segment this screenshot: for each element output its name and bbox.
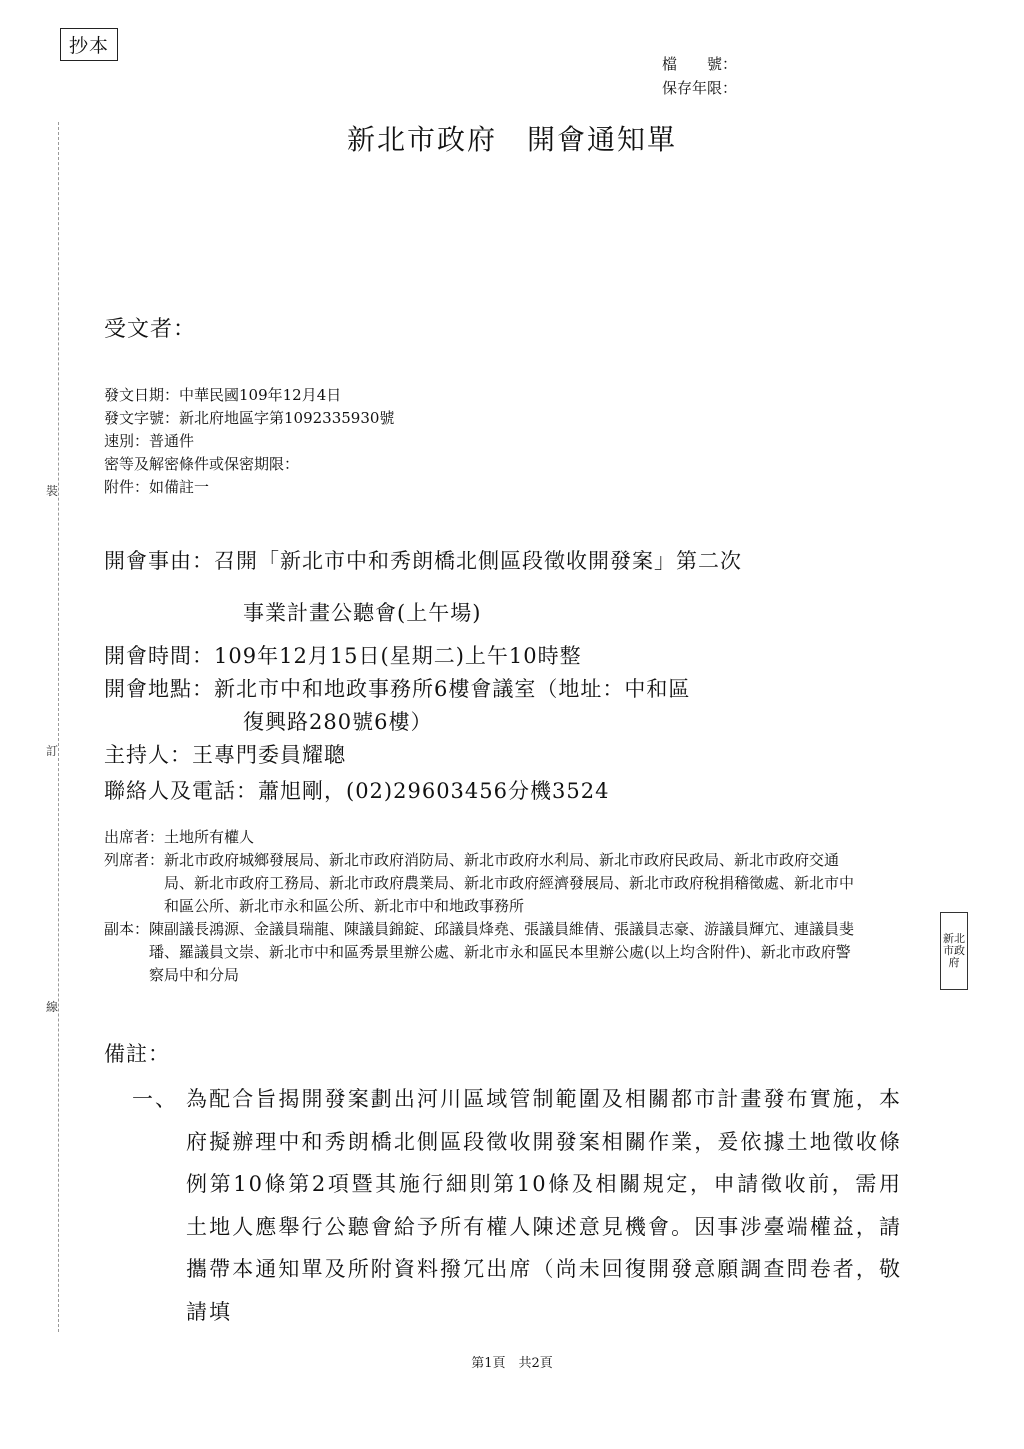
file-info [662, 52, 737, 100]
present-value: 土地所有權人 [164, 828, 255, 846]
meeting-place-line2: 復興路280號6樓） [243, 710, 433, 734]
delivery-speed: 速別：普通件 [104, 432, 195, 450]
meeting-subject-line1: 召開「新北市中和秀朗橋北側區段徵收開發案」第二次 [214, 549, 742, 573]
binding-mark-zhuang: 裝 [46, 484, 59, 498]
document-number: 發文字號：新北府地區字第1092335930號 [104, 409, 395, 427]
meeting-time-label: 開會時間： [104, 644, 214, 668]
issue-date: 發文日期：中華民國109年12月4日 [104, 386, 342, 404]
observers-label: 列席者： [104, 851, 165, 869]
remark-item-1 [132, 1078, 912, 1333]
meeting-place-line1: 新北市中和地政事務所6樓會議室（地址：中和區 [214, 677, 691, 701]
binding-mark-ding: 訂 [46, 744, 59, 758]
meeting-place-label: 開會地點： [104, 677, 214, 701]
remark-item-1-text: 為配合旨揭開發案劃出河川區域管制範圍及相關都市計畫發布實施，本府擬辦理中和秀朗橋北側區段徵收開發案相關作業，爰依據土地徵收條例第10條第2項暨其施行細則第10條及相關規定，申請徵收前，需用土地人應舉行公聽會給予所有權人陳述意見機會。因事涉臺端權益，請攜帶本通知單及所附資料撥冗出席（尚未回復開發意願調查問卷者，敬請填 [186, 1087, 902, 1324]
document-meta [104, 384, 394, 499]
binding-margin-line [58, 122, 59, 1332]
document-title: 新北市政府 開會通知單 [346, 123, 677, 156]
cc-label: 副本： [104, 920, 150, 938]
meeting-time [104, 640, 582, 670]
attachment-note: 附件：如備註一 [104, 478, 210, 496]
remarks-heading: 備註： [104, 1042, 170, 1066]
official-seal [940, 912, 968, 990]
file-number-label: 檔 號： [662, 55, 738, 73]
meeting-time-value: 109年12月15日(星期二)上午10時整 [214, 644, 582, 668]
retention-period-label: 保存年限： [662, 79, 738, 97]
remark-item-1-number: 一、 [132, 1087, 178, 1111]
observers-value: 新北市政府城鄉發展局、新北市政府消防局、新北市政府水利局、新北市政府民政局、新北市政府交通局、新北市政府工務局、新北市政府農業局、新北市政府經濟發展局、新北市政府稅捐稽徵處、新北市中和區公所、新北市永和區公所、新北市中和地政事務所 [164, 851, 855, 915]
seal-text: 新北市政府 [943, 932, 965, 969]
secrecy-level: 密等及解密條件或保密期限： [104, 455, 300, 473]
meeting-host: 主持人：王專門委員耀聰 [104, 743, 346, 767]
attendees-block [104, 826, 864, 987]
meeting-contact: 聯絡人及電話：蕭旭剛，(02)29603456分機3524 [104, 779, 610, 803]
present-label: 出席者： [104, 828, 165, 846]
page-footer: 第1頁 共2頁 [471, 1356, 553, 1371]
cc-value: 陳副議長鴻源、金議員瑞龍、陳議員錦錠、邱議員烽堯、張議員維倩、張議員志豪、游議員輝宂、連議員斐璠、羅議員文崇、新北市中和區秀景里辦公處、新北市永和區民本里辦公處(以上均含附件)、新北市政府警察局中和分局 [149, 920, 855, 984]
meeting-subject-line2: 事業計畫公聽會(上午場) [243, 601, 482, 625]
meeting-place [104, 673, 690, 703]
copy-stamp: 抄本 [60, 28, 118, 61]
binding-mark-xian: 線 [46, 1000, 59, 1014]
recipient-label: 受文者： [104, 317, 197, 342]
meeting-subject-label: 開會事由： [104, 549, 214, 573]
meeting-subject [104, 545, 742, 575]
